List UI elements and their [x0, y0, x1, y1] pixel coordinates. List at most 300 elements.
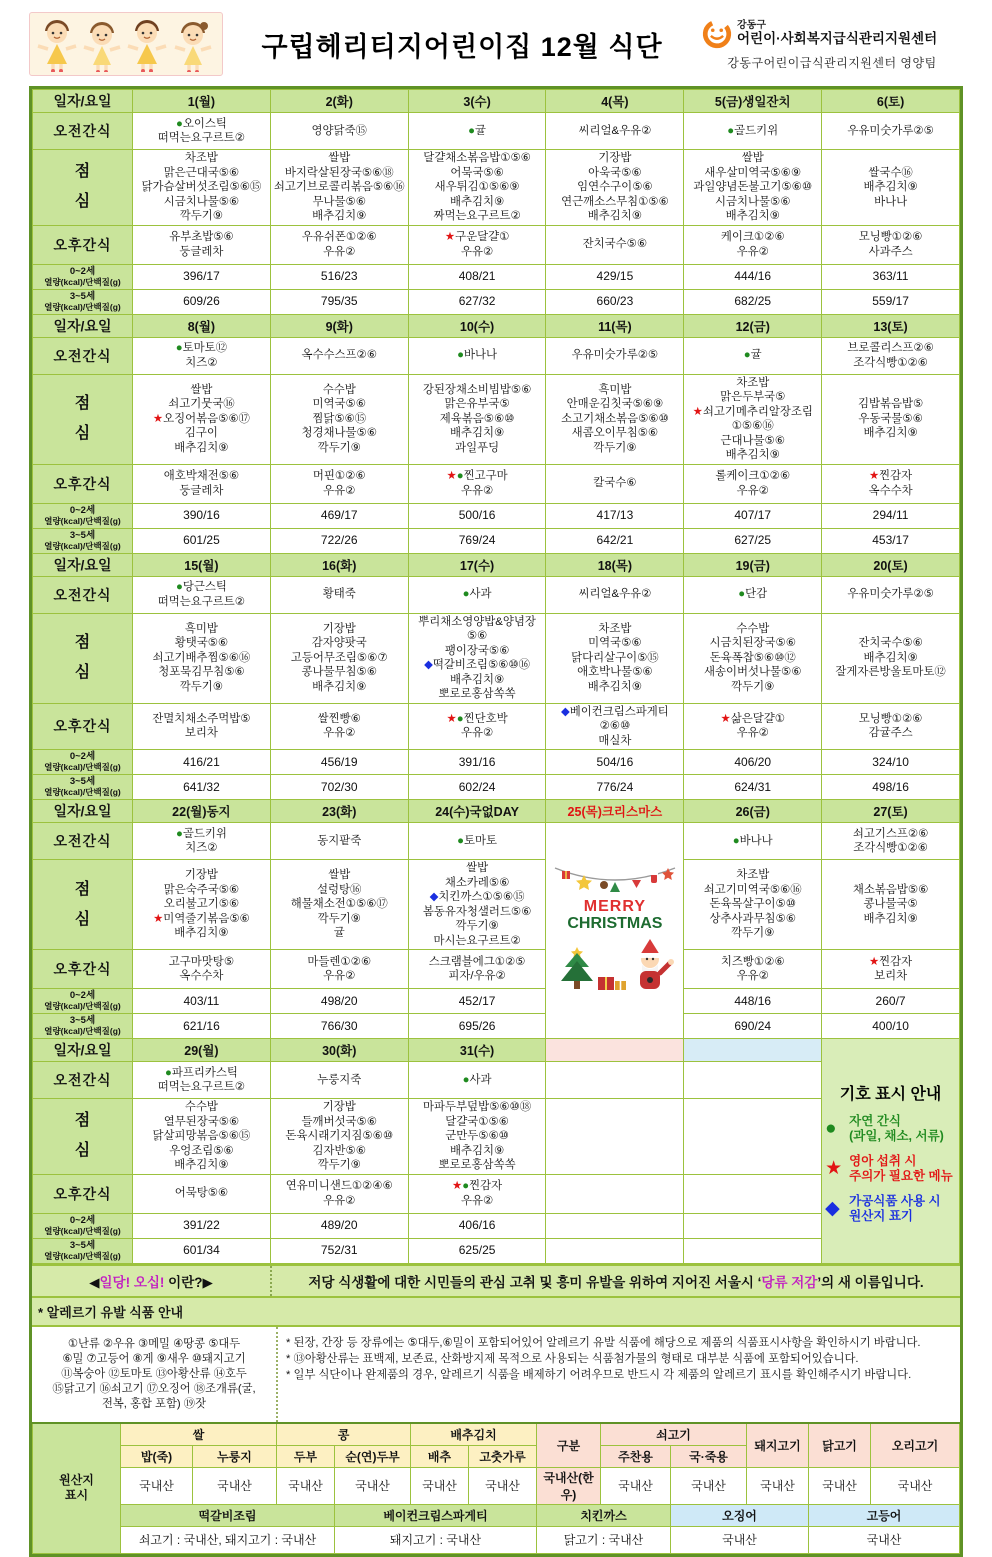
origin-dish-value: 쇠고기 : 국내산, 돼지고기 : 국내산	[121, 1526, 335, 1553]
allergy-guide-title: * 알레르기 유발 식품 안내	[32, 1296, 960, 1325]
allergy-note: * 일부 식단이나 완제품의 경우, 알레르기 식품을 배제하기 어려우므로 반드시 각 제품의 알레르기 표시를 확인해주시기 바랍니다.	[286, 1368, 912, 1381]
row-label-pm-snack: 오후간식	[33, 950, 133, 989]
origin-dish: 오징어	[671, 1504, 809, 1526]
christmas-illustration	[547, 862, 682, 1000]
row-label-kcal-0-2: 0~2세 열량(kcal)/단백질(g)	[33, 989, 133, 1014]
natural-snack-icon: ●	[462, 588, 470, 601]
kcal-0-2-cell: 448/16	[684, 989, 822, 1014]
row-label-kcal-0-2: 0~2세 열량(kcal)/단백질(g)	[33, 1213, 133, 1238]
lunch-cell: 쌀밥 설렁탕⑯ 해물채소전①⑤⑥⑰ 깍두기⑨ 귤	[270, 860, 408, 950]
pm-snack-cell: ★삶은달걀① 우유②	[684, 703, 822, 750]
am-snack-cell: ●골드키위 치즈②	[133, 823, 271, 860]
origin-label: 원산지 표시	[33, 1423, 121, 1554]
row-label-lunch: 점 심	[33, 860, 133, 950]
kcal-3-5-cell: 624/31	[684, 775, 822, 800]
lunch-cell: 마파두부덮밥⑤⑥⑩⑱ 달걀국①⑤⑥ 군만두⑤⑥⑩ 배추김치⑨ 뽀로로홍삼쏙쏙	[408, 1099, 546, 1175]
kcal-0-2-cell: 408/21	[408, 264, 546, 289]
kcal-3-5-cell: 722/26	[270, 528, 408, 553]
row-label-am-snack: 오전간식	[33, 337, 133, 374]
kcal-3-5-cell: 453/17	[822, 528, 960, 553]
pm-snack-cell: ★찐감자 보리차	[822, 950, 960, 989]
pm-snack-cell: ◆베이컨크림스파게티②⑥⑩ 매실차	[546, 703, 684, 750]
origin-value-hanwoo: 국내산(한우)	[537, 1467, 601, 1504]
kcal-3-5-cell: 609/26	[133, 289, 271, 314]
origin-group-duck: 오리고기	[871, 1423, 960, 1468]
processed-food-icon: ◆	[561, 705, 570, 718]
kcal-3-5-cell: 641/32	[133, 775, 271, 800]
origin-dish-value: 닭고기 : 국내산	[537, 1526, 671, 1553]
kcal-3-5-cell: 795/35	[270, 289, 408, 314]
infant-caution-icon: ★	[452, 1180, 463, 1192]
legend-box	[822, 1039, 960, 1264]
infant-caution-icon: ★	[446, 712, 457, 725]
kcal-0-2-cell: 429/15	[546, 264, 684, 289]
row-label-date: 일자/요일	[33, 1039, 133, 1062]
legend-symbol-icon: ●	[825, 1118, 837, 1140]
lunch-cell: 뿌리채소영양밥&양념장⑤⑥ 팽이장국⑤⑥ ◆떡갈비조림⑤⑥⑩⑯ 배추김치⑨ 뽀로로홍삼쏙쏙	[408, 613, 546, 703]
kcal-0-2-cell: 260/7	[822, 989, 960, 1014]
pm-snack-cell: 연유미니샌드①②④⑥ 우유②	[270, 1174, 408, 1213]
pm-snack-cell: 모닝빵①②⑥ 사과주스	[822, 225, 960, 264]
pm-snack-cell: 롤케이크①②⑥ 우유②	[684, 464, 822, 503]
kcal-3-5-cell: 776/24	[546, 775, 684, 800]
kcal-3-5-cell: 601/34	[133, 1238, 271, 1263]
origin-dish: 치킨까스	[537, 1504, 671, 1526]
date-cell: 24(수)국없DAY	[408, 800, 546, 823]
natural-snack-icon: ●	[457, 349, 464, 362]
ildang-definition: 저당 식생활에 대한 시민들의 관심 고취 및 흥미 유발을 위하여 지어진 서울시 ‘당류 저감’의 새 이름입니다.	[308, 1274, 924, 1290]
origin-dish: 떡갈비조림	[121, 1504, 335, 1526]
origin-value: 국내산	[601, 1467, 671, 1504]
kcal-0-2-cell: 456/19	[270, 750, 408, 775]
date-cell: 17(수)	[408, 553, 546, 576]
origin-group-kimchi: 배추김치	[411, 1423, 537, 1446]
lunch-cell: 쌀국수⑯ 배추김치⑨ 바나나	[822, 150, 960, 226]
origin-group-bean: 콩	[277, 1423, 411, 1446]
am-snack-cell: ●토마토	[408, 823, 546, 860]
origin-sub: 국·죽용	[671, 1445, 747, 1467]
pm-snack-cell: 마들렌①②⑥ 우유②	[270, 950, 408, 989]
date-cell: 1(월)	[133, 90, 271, 113]
pm-snack-cell: 모닝빵①②⑥ 감귤주스	[822, 703, 960, 750]
kcal-0-2-cell: 406/16	[408, 1213, 546, 1238]
pm-snack-cell: ★구운달걀① 우유②	[408, 225, 546, 264]
origin-value: 국내산	[335, 1467, 411, 1504]
row-label-kcal-3-5: 3~5세 열량(kcal)/단백질(g)	[33, 775, 133, 800]
row-label-lunch: 점 심	[33, 1099, 133, 1175]
pm-snack-cell	[684, 1174, 822, 1213]
row-label-pm-snack: 오후간식	[33, 703, 133, 750]
legend-item	[825, 1154, 956, 1184]
infant-caution-icon: ★	[444, 231, 456, 243]
natural-snack-icon: ●	[164, 1066, 172, 1079]
origin-group-chicken: 닭고기	[809, 1423, 871, 1468]
date-cell: 11(목)	[546, 314, 684, 337]
am-snack-cell: ●토마토⑫ 치즈②	[133, 337, 271, 374]
org-region-label: 강동구	[737, 20, 766, 32]
infant-caution-icon: ★	[868, 470, 880, 482]
am-snack-cell: 동지팥죽	[270, 823, 408, 860]
infant-caution-icon: ★	[868, 955, 880, 968]
natural-snack-icon: ●	[468, 124, 475, 137]
am-snack-cell: ●당근스틱 떠먹는요구르트②	[133, 576, 271, 613]
am-snack-cell: ●사과	[408, 1062, 546, 1099]
lunch-cell: 기장밥 들깨버섯국⑤⑥ 돈육시래기지짐⑤⑥⑩ 김자반⑤⑥ 깍두기⑨	[270, 1099, 408, 1175]
pm-snack-cell: 머핀①②⑥ 우유②	[270, 464, 408, 503]
allergy-guide-body	[32, 1325, 960, 1422]
pm-snack-cell: 잔치국수⑤⑥	[546, 225, 684, 264]
row-label-kcal-3-5: 3~5세 열량(kcal)/단백질(g)	[33, 1014, 133, 1039]
lunch-cell: 강된장채소비빔밥⑤⑥ 맑은유부국⑤ 제육볶음⑤⑥⑩ 배추김치⑨ 과일푸딩	[408, 374, 546, 464]
pm-snack-cell: ★●찐감자 우유②	[408, 1174, 546, 1213]
am-snack-cell: 우유미숫가루②⑤	[822, 576, 960, 613]
date-cell: 2(화)	[270, 90, 408, 113]
row-label-kcal-3-5: 3~5세 열량(kcal)/단백질(g)	[33, 1238, 133, 1263]
am-snack-cell: 우유미숫가루②⑤	[822, 113, 960, 150]
date-cell: 30(화)	[270, 1039, 408, 1062]
lunch-cell	[684, 1099, 822, 1175]
row-label-am-snack: 오전간식	[33, 1062, 133, 1099]
origin-dish: 고등어	[809, 1504, 960, 1526]
am-snack-cell: 씨리얼&우유②	[546, 576, 684, 613]
lunch-cell	[546, 1099, 684, 1175]
lunch-cell: 채소볶음밥⑤⑥ 콩나물국⑤ 배추김치⑨	[822, 860, 960, 950]
org-subtitle: 강동구어린이급식관리지원센터 영양팀	[727, 55, 937, 70]
lunch-cell: 차조밥 쇠고기미역국⑤⑥⑯ 돈육목살구이⑤⑩ 상추사과무침⑤⑥ 깍두기⑨	[684, 860, 822, 950]
lunch-cell: 수수밥 시금치된장국⑤⑥ 돈육폭찹⑤⑥⑩⑫ 새송이버섯나물⑤⑥ 깍두기⑨	[684, 613, 822, 703]
page-title: 구립헤리티지어린이집 12월 식단	[261, 31, 663, 62]
kcal-3-5-cell: 621/16	[133, 1014, 271, 1039]
legend-symbol-icon: ★	[825, 1158, 843, 1180]
row-label-am-snack: 오전간식	[33, 823, 133, 860]
lunch-cell: 차조밥 미역국⑤⑥ 닭다리살구이⑤⑮ 애호박나물⑤⑥ 배추김치⑨	[546, 613, 684, 703]
pm-snack-cell: 우유쉬폰①②⑥ 우유②	[270, 225, 408, 264]
kcal-3-5-cell: 498/16	[822, 775, 960, 800]
lunch-cell: 김밥볶음밥⑤ 우동국물⑤⑥ 배추김치⑨	[822, 374, 960, 464]
am-snack-cell: 누룽지죽	[270, 1062, 408, 1099]
lunch-cell: 쌀밥 채소카레⑤⑥ ◆치킨까스①⑤⑥⑮ 봄동유자청샐러드⑤⑥ 깍두기⑨ 마시는요구르트②	[408, 860, 546, 950]
kcal-3-5-cell: 682/25	[684, 289, 822, 314]
date-cell: 15(월)	[133, 553, 271, 576]
pm-snack-cell: ★찐감자 옥수수차	[822, 464, 960, 503]
natural-snack-icon: ●	[743, 349, 751, 362]
pm-snack-cell: 치즈빵①②⑥ 우유②	[684, 950, 822, 989]
origin-value: 국내산	[277, 1467, 335, 1504]
kcal-0-2-cell: 500/16	[408, 503, 546, 528]
kcal-0-2-cell: 416/21	[133, 750, 271, 775]
date-cell: 26(금)	[684, 800, 822, 823]
pm-snack-cell: 유부초밥⑤⑥ 둥글레차	[133, 225, 271, 264]
natural-snack-icon: ●	[456, 470, 464, 482]
am-snack-cell: ●파프리카스틱 떠먹는요구르트②	[133, 1062, 271, 1099]
am-snack-cell: ●귤	[408, 113, 546, 150]
origin-value: 국내산	[193, 1467, 277, 1504]
infant-caution-icon: ★	[153, 912, 164, 925]
legend-text: 자연 간식 (과일, 채소, 서류)	[849, 1114, 944, 1144]
header	[29, 0, 963, 86]
kcal-3-5-cell	[684, 1238, 822, 1263]
kcal-3-5-cell: 642/21	[546, 528, 684, 553]
date-cell: 4(목)	[546, 90, 684, 113]
lunch-cell: 수수밥 열무된장국⑤⑥ 닭살피망볶음⑤⑥⑮ 우엉조림⑤⑥ 배추김치⑨	[133, 1099, 271, 1175]
am-snack-cell: 황태죽	[270, 576, 408, 613]
lunch-cell: 쌀밥 새우살미역국⑤⑥⑨ 과일양념돈불고기⑤⑥⑩ 시금치나물⑤⑥ 배추김치⑨	[684, 150, 822, 226]
kcal-0-2-cell: 489/20	[270, 1213, 408, 1238]
row-label-kcal-0-2: 0~2세 열량(kcal)/단백질(g)	[33, 750, 133, 775]
lunch-cell: 달걀채소볶음밥①⑤⑥ 어묵국⑤⑥ 새우튀김①⑤⑥⑨ 배추김치⑨ 짜먹는요구르트②	[408, 150, 546, 226]
org-logo-block	[701, 18, 963, 71]
origin-dish: 베이컨크림스파게티	[335, 1504, 537, 1526]
date-cell: 12(금)	[684, 314, 822, 337]
kcal-3-5-cell: 660/23	[546, 289, 684, 314]
allergy-note: * 된장, 간장 등 장류에는 ⑤대두,⑥밀이 포함되어있어 알레르기 유발 식품에 해당으로 제품의 식품표시사항을 확인하시기 바랍니다.	[286, 1336, 921, 1349]
natural-snack-icon: ●	[738, 588, 746, 601]
am-snack-cell: ●사과	[408, 576, 546, 613]
lunch-cell: 기장밥 맑은숙주국⑤⑥ 오리불고기⑤⑥ ★미역줄기볶음⑤⑥ 배추김치⑨	[133, 860, 271, 950]
row-label-lunch: 점 심	[33, 374, 133, 464]
kcal-0-2-cell: 444/16	[684, 264, 822, 289]
row-label-date: 일자/요일	[33, 90, 133, 113]
origin-group-pork: 돼지고기	[747, 1423, 809, 1468]
natural-snack-icon: ●	[175, 342, 183, 354]
am-snack-cell: ●바나나	[684, 823, 822, 860]
kcal-0-2-cell: 363/11	[822, 264, 960, 289]
date-cell	[684, 1039, 822, 1062]
am-snack-cell: 옥수수스프②⑥	[270, 337, 408, 374]
pm-snack-cell: 쌀찐빵⑥ 우유②	[270, 703, 408, 750]
kcal-3-5-cell: 602/24	[408, 775, 546, 800]
kcal-0-2-cell: 504/16	[546, 750, 684, 775]
legend-item	[825, 1194, 956, 1224]
row-label-am-snack: 오전간식	[33, 113, 133, 150]
meal-plan-sheet	[29, 0, 963, 1557]
infant-caution-icon: ★	[692, 405, 703, 418]
am-snack-cell: ●단감	[684, 576, 822, 613]
natural-snack-icon: ●	[732, 834, 740, 847]
kcal-0-2-cell: 417/13	[546, 503, 684, 528]
date-cell: 20(토)	[822, 553, 960, 576]
lunch-cell: 쌀밥 쇠고기뭇국⑯ ★오징어볶음⑤⑥⑰ 김구이 배추김치⑨	[133, 374, 271, 464]
pm-snack-cell: ★●찐단호박 우유②	[408, 703, 546, 750]
row-label-kcal-3-5: 3~5세 열량(kcal)/단백질(g)	[33, 528, 133, 553]
natural-snack-icon: ●	[175, 581, 183, 593]
pm-snack-cell	[546, 1174, 684, 1213]
am-snack-cell: 우유미숫가루②⑤	[546, 337, 684, 374]
row-label-pm-snack: 오후간식	[33, 1174, 133, 1213]
row-label-date: 일자/요일	[33, 800, 133, 823]
row-label-pm-snack: 오후간식	[33, 464, 133, 503]
date-cell: 23(화)	[270, 800, 408, 823]
am-snack-cell	[546, 1062, 684, 1099]
origin-dish-value: 국내산	[671, 1526, 809, 1553]
lunch-cell: 흑미밥 황탯국⑤⑥ 쇠고기배추찜⑤⑥⑯ 청포묵김무침⑤⑥ 깍두기⑨	[133, 613, 271, 703]
kcal-0-2-cell: 452/17	[408, 989, 546, 1014]
pm-snack-cell: 애호박채전⑤⑥ 둥글레차	[133, 464, 271, 503]
kcal-0-2-cell	[546, 1213, 684, 1238]
kcal-3-5-cell: 690/24	[684, 1014, 822, 1039]
natural-snack-icon: ●	[462, 1073, 470, 1086]
lunch-cell: 기장밥 아욱국⑤⑥ 임연수구이⑤⑥ 연근깨소스무침①⑤⑥ 배추김치⑨	[546, 150, 684, 226]
kcal-3-5-cell: 400/10	[822, 1014, 960, 1039]
merry-text: MERRY	[583, 898, 646, 915]
christmas-text: CHRISTMAS	[567, 915, 663, 932]
date-cell: 9(화)	[270, 314, 408, 337]
row-label-pm-snack: 오후간식	[33, 225, 133, 264]
kcal-3-5-cell: 702/30	[270, 775, 408, 800]
menu-board	[29, 86, 963, 1557]
infant-caution-icon: ★	[152, 412, 164, 425]
tree-santa-icon	[552, 933, 678, 995]
kcal-0-2-cell: 498/20	[270, 989, 408, 1014]
lunch-cell: 차조밥 맑은근대국⑤⑥ 닭가슴살버섯조림⑤⑥⑮ 시금치나물⑤⑥ 깍두기⑨	[133, 150, 271, 226]
date-cell: 3(수)	[408, 90, 546, 113]
am-snack-cell: 쇠고기스프②⑥ 조각식빵①②⑥	[822, 823, 960, 860]
lunch-cell: 수수밥 미역국⑤⑥ 찜닭⑤⑥⑮ 청경채나물⑤⑥ 깍두기⑨	[270, 374, 408, 464]
lunch-cell: 흑미밥 안매운김칫국⑤⑥⑨ 소고기채소볶음⑤⑥⑩ 새콤오이무침⑤⑥ 깍두기⑨	[546, 374, 684, 464]
garland-icon	[552, 862, 678, 894]
kcal-3-5-cell: 627/25	[684, 528, 822, 553]
kcal-3-5-cell: 625/25	[408, 1238, 546, 1263]
kcal-0-2-cell: 390/16	[133, 503, 271, 528]
am-snack-cell	[684, 1062, 822, 1099]
am-snack-cell: ●바나나	[408, 337, 546, 374]
natural-snack-icon: ●	[462, 1180, 470, 1192]
org-name: 어린이·사회복지급식관리지원센터	[737, 30, 938, 46]
date-cell: 29(월)	[133, 1039, 271, 1062]
kcal-0-2-cell: 294/11	[822, 503, 960, 528]
legend-text: 가공식품 사용 시 원산지 표기	[849, 1194, 941, 1224]
origin-dish-value: 돼지고기 : 국내산	[335, 1526, 537, 1553]
menu-table	[32, 89, 960, 1264]
date-cell: 6(토)	[822, 90, 960, 113]
date-cell: 25(목)크리스마스	[546, 800, 684, 823]
origin-sub: 배추	[411, 1445, 469, 1467]
processed-food-icon: ◆	[429, 891, 439, 903]
kcal-3-5-cell: 752/31	[270, 1238, 408, 1263]
date-cell: 5(금)생일잔치	[684, 90, 822, 113]
kcal-0-2-cell: 391/16	[408, 750, 546, 775]
natural-snack-icon: ●	[175, 827, 183, 840]
kcal-3-5-cell: 695/26	[408, 1014, 546, 1039]
origin-sub: 순(연)두부	[335, 1445, 411, 1467]
row-label-kcal-0-2: 0~2세 열량(kcal)/단백질(g)	[33, 264, 133, 289]
kcal-0-2-cell: 469/17	[270, 503, 408, 528]
kcal-0-2-cell: 516/23	[270, 264, 408, 289]
origin-dish-value: 국내산	[809, 1526, 960, 1553]
natural-snack-icon: ●	[456, 712, 464, 725]
ildang-term: ◀일당! 오십! 이란?▶	[32, 1266, 272, 1296]
kcal-3-5-cell: 769/24	[408, 528, 546, 553]
pm-snack-cell: 잔멸치채소주먹밥⑤ 보리차	[133, 703, 271, 750]
children-illustration	[29, 12, 223, 76]
kcal-0-2-cell: 403/11	[133, 989, 271, 1014]
origin-table	[32, 1422, 960, 1554]
kcal-3-5-cell: 627/32	[408, 289, 546, 314]
origin-sub: 밥(죽)	[121, 1445, 193, 1467]
natural-snack-icon: ●	[457, 834, 464, 847]
origin-sub: 주찬용	[601, 1445, 671, 1467]
am-snack-cell: 브로콜리스프②⑥ 조각식빵①②⑥	[822, 337, 960, 374]
row-label-lunch: 점 심	[33, 150, 133, 226]
pm-snack-cell: 고구마맛탕⑤ 옥수수차	[133, 950, 271, 989]
origin-value: 국내산	[411, 1467, 469, 1504]
kcal-0-2-cell: 396/17	[133, 264, 271, 289]
am-snack-cell: 씨리얼&우유②	[546, 113, 684, 150]
origin-value: 국내산	[671, 1467, 747, 1504]
origin-group-gubun: 구분	[537, 1423, 601, 1468]
allergy-note: * ⑬아황산류는 표백제, 보존료, 산화방지제 목적으로 사용되는 식품첨가물의 형태로 대부분 식품에 포함되어있습니다.	[286, 1352, 859, 1365]
kcal-3-5-cell: 559/17	[822, 289, 960, 314]
infant-caution-icon: ★	[720, 712, 731, 725]
kcal-0-2-cell: 391/22	[133, 1213, 271, 1238]
christmas-cell	[546, 823, 684, 1039]
origin-value: 국내산	[121, 1467, 193, 1504]
kcal-3-5-cell: 601/25	[133, 528, 271, 553]
date-cell: 27(토)	[822, 800, 960, 823]
natural-snack-icon: ●	[175, 117, 183, 130]
org-smile-icon	[701, 18, 733, 50]
date-cell: 31(수)	[408, 1039, 546, 1062]
lunch-cell: 기장밥 감자양팟국 고등어무조림⑤⑥⑦ 콩나물무침⑤⑥ 배추김치⑨	[270, 613, 408, 703]
am-snack-cell: ●골드키위	[684, 113, 822, 150]
origin-sub: 누룽지	[193, 1445, 277, 1467]
date-cell: 10(수)	[408, 314, 546, 337]
lunch-cell: 잔치국수⑤⑥ 배추김치⑨ 잘게자른방울토마토⑫	[822, 613, 960, 703]
pm-snack-cell: 케이크①②⑥ 우유②	[684, 225, 822, 264]
kcal-3-5-cell	[546, 1238, 684, 1263]
am-snack-cell: ●오이스틱 떠먹는요구르트②	[133, 113, 271, 150]
row-label-kcal-3-5: 3~5세 열량(kcal)/단백질(g)	[33, 289, 133, 314]
kcal-0-2-cell: 406/20	[684, 750, 822, 775]
lunch-cell: 차조밥 맑은두부국⑤ ★쇠고기메추리알장조림①⑤⑥⑯ 근대나물⑤⑥ 배추김치⑨	[684, 374, 822, 464]
natural-snack-icon: ●	[727, 124, 735, 137]
date-cell	[546, 1039, 684, 1062]
allergy-notes	[278, 1327, 960, 1422]
date-cell: 18(목)	[546, 553, 684, 576]
row-label-am-snack: 오전간식	[33, 576, 133, 613]
origin-value: 국내산	[809, 1467, 871, 1504]
kcal-3-5-cell: 766/30	[270, 1014, 408, 1039]
date-cell: 13(토)	[822, 314, 960, 337]
kcal-0-2-cell: 407/17	[684, 503, 822, 528]
am-snack-cell: 영양닭죽⑮	[270, 113, 408, 150]
origin-value: 국내산	[469, 1467, 537, 1504]
legend-text: 영아 섭취 시 주의가 필요한 메뉴	[849, 1154, 953, 1184]
processed-food-icon: ◆	[424, 659, 433, 671]
pm-snack-cell: 어묵탕⑤⑥	[133, 1174, 271, 1213]
origin-sub: 두부	[277, 1445, 335, 1467]
kcal-0-2-cell: 324/10	[822, 750, 960, 775]
row-label-date: 일자/요일	[33, 314, 133, 337]
row-label-kcal-0-2: 0~2세 열량(kcal)/단백질(g)	[33, 503, 133, 528]
ildang-strip	[32, 1264, 960, 1296]
children-drawing-icon	[35, 16, 217, 72]
row-label-date: 일자/요일	[33, 553, 133, 576]
infant-caution-icon: ★	[446, 470, 457, 482]
pm-snack-cell: 칼국수⑥	[546, 464, 684, 503]
row-label-lunch: 점 심	[33, 613, 133, 703]
legend-symbol-icon: ◆	[825, 1198, 840, 1220]
pm-snack-cell: 스크램블에그①②⑤ 피자/우유②	[408, 950, 546, 989]
lunch-cell: 쌀밥 바지락살된장국⑤⑥⑱ 쇠고기브로콜리볶음⑤⑥⑯ 무나물⑤⑥ 배추김치⑨	[270, 150, 408, 226]
kcal-0-2-cell	[684, 1213, 822, 1238]
legend-item	[825, 1114, 956, 1144]
origin-value: 국내산	[871, 1467, 960, 1504]
legend-title: 기호 표시 안내	[839, 1086, 942, 1104]
am-snack-cell: ●귤	[684, 337, 822, 374]
date-cell: 22(월)동지	[133, 800, 271, 823]
origin-sub: 고춧가루	[469, 1445, 537, 1467]
